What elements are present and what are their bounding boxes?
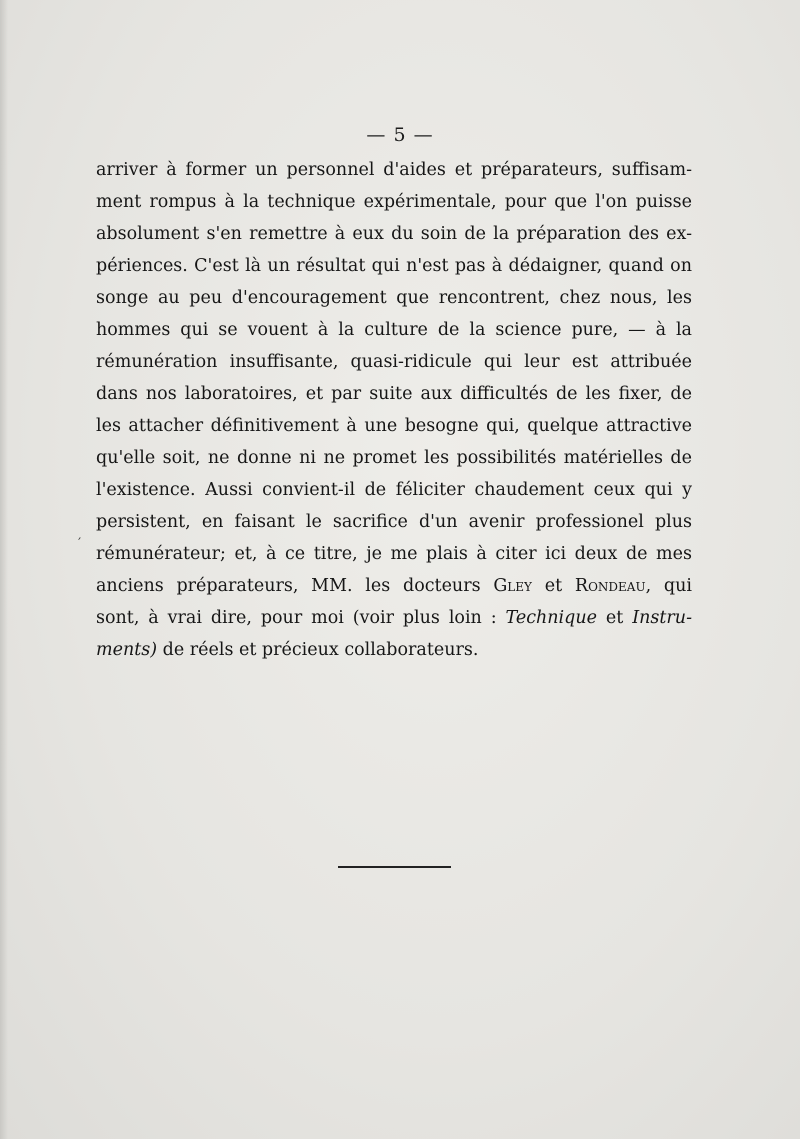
italic-instru: Instru- <box>632 608 692 628</box>
text-line-12: persistent, en faisant le sacrifice d'un avenir professionel plus <box>96 512 692 532</box>
line-16-after: de réels et précieux collaborateurs. <box>162 640 479 660</box>
text-line-9: les attacher définitivement à une besogne qui, quelque attractive <box>96 416 692 436</box>
body-paragraph <box>96 154 692 666</box>
text-line-14 <box>96 570 692 602</box>
text-line-15 <box>96 602 692 634</box>
section-divider <box>338 866 451 868</box>
italic-ments: ments) <box>96 640 158 660</box>
line-15-before: sont, à vrai dire, pour moi (voir plus loin : <box>96 608 497 628</box>
line-14-after: , qui <box>645 576 692 596</box>
line-14-before: anciens préparateurs, MM. les docteurs <box>96 576 481 596</box>
text-line-6: hommes qui se vouent à la culture de la science pure, — à la <box>96 320 692 340</box>
name-rondeau: Rondeau <box>574 576 646 596</box>
text-line-2: ment rompus à la technique expérimentale, pour que l'on puisse <box>96 192 692 212</box>
text-line-1: arriver à former un personnel d'aides et préparateurs, suffisam- <box>96 160 692 180</box>
text-line-16 <box>96 634 692 666</box>
margin-mark: ′ <box>78 536 82 552</box>
text-line-4: périences. C'est là un résultat qui n'est pas à dédaigner, quand on <box>96 256 692 276</box>
page-edge-shadow <box>0 0 8 1139</box>
italic-technique: Technique <box>505 608 597 628</box>
text-line-5: songe au peu d'encouragement que rencontrent, chez nous, les <box>96 288 692 308</box>
text-line-11: l'existence. Aussi convient-il de féliciter chaudement ceux qui y <box>96 480 692 500</box>
line-14-middle: et <box>544 576 563 596</box>
text-line-3: absolument s'en remettre à eux du soin de la préparation des ex- <box>96 224 692 244</box>
text-line-8: dans nos laboratoires, et par suite aux difficultés de les fixer, de <box>96 384 692 404</box>
text-line-13: rémunérateur; et, à ce titre, je me plais à citer ici deux de mes <box>96 544 692 564</box>
text-line-10: qu'elle soit, ne donne ni ne promet les possibilités matérielles de <box>96 448 692 468</box>
name-gley: Gley <box>493 576 532 596</box>
line-15-middle: et <box>605 608 624 628</box>
text-line-7: rémunération insuffisante, quasi-ridicule qui leur est attribuée <box>96 352 692 372</box>
page-number: — 5 — <box>366 124 434 146</box>
